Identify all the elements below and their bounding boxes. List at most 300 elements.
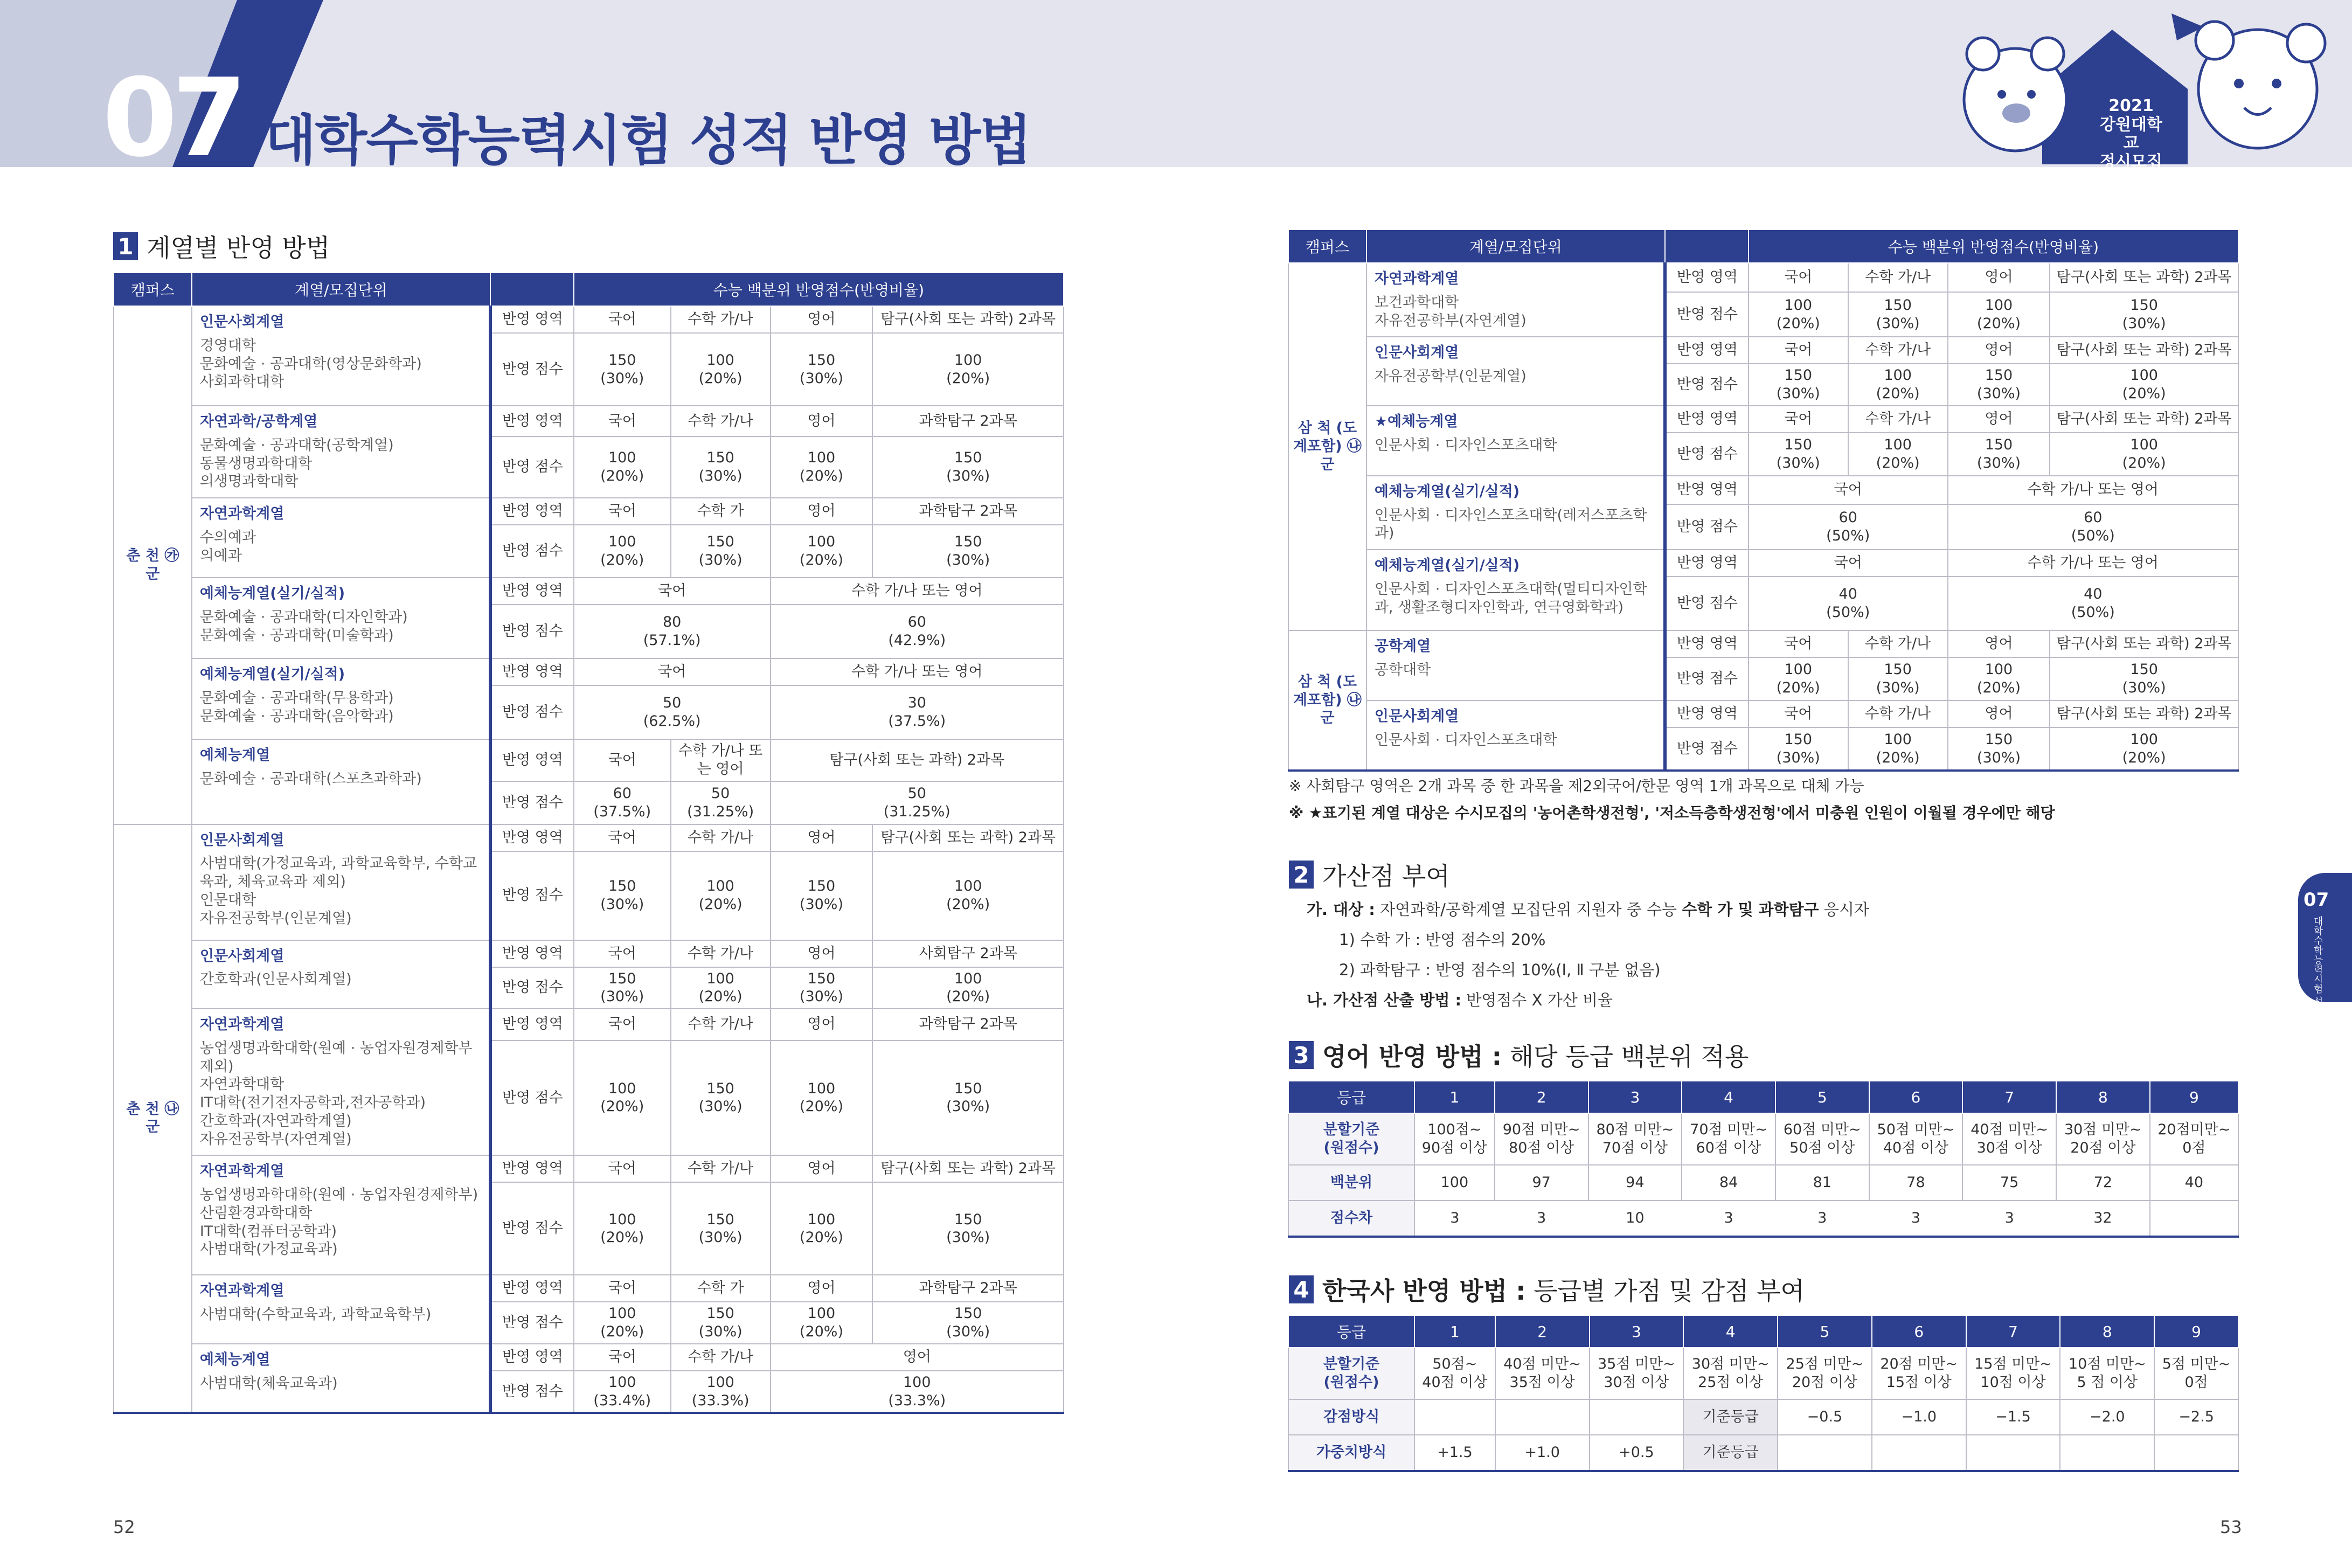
score-ratio: (20%) [1976, 679, 2021, 696]
score-ratio: (31.25%) [687, 803, 754, 820]
area-cell: 영어 [771, 1275, 873, 1302]
grade-cell [1683, 1399, 1778, 1435]
score-value: 100 [608, 449, 636, 467]
score-ratio: (30%) [600, 370, 644, 387]
grade-cell-text: 100 [1440, 1174, 1469, 1191]
grade-header-cell: 8 [2056, 1081, 2150, 1113]
score-value: 100 [807, 449, 836, 467]
section2-title: 가산점 부여 [1322, 862, 1450, 891]
unit-desc: 문화예술 · 공과대학(공학계열) [199, 436, 394, 454]
unit-title: 인문사회계열 [1374, 344, 1459, 362]
score-value: 100 [954, 351, 982, 369]
label-score: 반영 점수 [490, 781, 574, 824]
label-score: 반영 점수 [490, 605, 574, 658]
score-ratio: (20%) [698, 370, 743, 387]
area-cell: 과학탐구 2과목 [872, 406, 1064, 436]
score-ratio: (20%) [698, 988, 743, 1005]
score-value: 100 [706, 1373, 734, 1391]
score-cell [771, 525, 873, 578]
score-cell [671, 1040, 771, 1156]
unit-cell [1366, 406, 1665, 476]
grade-cell-line: 20점 이상 [2070, 1140, 2136, 1156]
grade-cell [1778, 1435, 1872, 1471]
score-ratio: (20%) [2122, 749, 2166, 766]
score-ratio: (30%) [1776, 454, 1820, 471]
grade-cell [1683, 1435, 1778, 1471]
score-value: 100 [608, 1211, 636, 1228]
grade-cell [1590, 1399, 1684, 1435]
grade-cell [1414, 1348, 1495, 1399]
unit-desc: 문화예술 · 공과대학(영상문화학과) [199, 355, 422, 372]
score-value: 100 [807, 1305, 836, 1322]
area-cell: 수학 가/나 [671, 1009, 771, 1040]
grade-header-cell: 1 [1414, 1315, 1495, 1348]
grade-cell [1966, 1435, 2060, 1471]
score-value: 150 [1985, 436, 2013, 453]
score-value: 150 [807, 970, 836, 987]
area-cell: 수학 가/나 [671, 824, 771, 851]
score-ratio: (30%) [799, 988, 844, 1005]
label-area: 반영 영역 [1665, 406, 1749, 433]
grade-cell-line: 0점 [2184, 1374, 2208, 1391]
unit-title: 예체능계열 [199, 1351, 270, 1368]
emblem-year: 2021 [2108, 96, 2154, 115]
unit-desc: 인문사회 · 디자인스포츠대학 [1374, 436, 1557, 454]
grade-cell-line: 15점 이상 [1886, 1374, 1952, 1391]
score-ratio: (20%) [946, 988, 990, 1005]
score-cell [574, 605, 771, 658]
section4-heading [1289, 1272, 1805, 1307]
score-ratio: (30%) [799, 370, 844, 387]
unit-title: 인문사회계열 [199, 947, 285, 965]
score-cell [2050, 727, 2238, 771]
area-cell: 국어 [574, 306, 671, 333]
area-cell: 국어 [574, 498, 671, 525]
col-blank [1665, 230, 1749, 263]
score-cell [872, 1182, 1064, 1275]
area-cell: 과학탐구 2과목 [872, 1275, 1064, 1302]
label-area: 반영 영역 [490, 658, 574, 685]
grade-row [1288, 1113, 2238, 1165]
grade-header-cell: 3 [1588, 1081, 1682, 1113]
score-cell [771, 1371, 1064, 1413]
grade-cell: 3 [1962, 1201, 2056, 1237]
unit-row-area [1288, 263, 2238, 292]
label-area: 반영 영역 [490, 1344, 574, 1371]
score-cell [1749, 577, 1948, 630]
unit-cell [192, 406, 490, 498]
unit-desc: IT대학(전기전자공학과,전자공학과) [199, 1094, 426, 1111]
score-ratio: (50%) [1826, 604, 1870, 621]
unit-row-area [114, 406, 1064, 436]
unit-desc: 사범대학(가정교육과, 과학교육학부, 수학교육과, 체육교육과 제외) [199, 855, 477, 890]
page-number-left: 52 [113, 1517, 135, 1537]
section1-number: 1 [113, 232, 138, 260]
grade-cell [1588, 1113, 1682, 1165]
col-blank [490, 273, 574, 306]
unit-title: 예체능계열(실기/실적) [199, 585, 345, 602]
unit-desc: 사회과학대학 [199, 373, 285, 391]
label-score: 반영 점수 [1665, 433, 1749, 476]
page-number-right: 53 [2220, 1517, 2242, 1537]
score-cell [872, 1302, 1064, 1344]
grade-cell [1962, 1165, 2056, 1201]
score-value: 100 [903, 1373, 931, 1391]
score-cell [574, 333, 671, 406]
grade-cell [2154, 1435, 2238, 1471]
grade-cell-line: 90점 미만~ [1502, 1121, 1580, 1139]
score-cell [2050, 364, 2238, 406]
score-cell [771, 781, 1064, 824]
grade-cell-text: 기준등급 [1702, 1444, 1759, 1461]
grade-cell-text: 97 [1532, 1174, 1551, 1191]
area-cell: 수학 가/나 또는 영어 [671, 739, 771, 781]
grade-cell-text: +0.5 [1619, 1444, 1654, 1461]
area-cell: 영어 [771, 940, 873, 967]
label-score: 반영 점수 [490, 436, 574, 498]
grade-cell [1495, 1435, 1590, 1471]
campus-cell: 삼 척 (도계포함) ㉯ 군 [1288, 263, 1366, 630]
grade-cell-line: 100점~ [1427, 1121, 1482, 1139]
score-value: 150 [1884, 296, 1912, 314]
unit-row-area [114, 498, 1064, 525]
grade-cell-line: 0점 [2182, 1140, 2206, 1156]
score-value: 150 [706, 1080, 734, 1097]
grade-cell [1869, 1165, 1963, 1201]
grade-header-cell: 7 [1966, 1315, 2060, 1348]
score-cell [574, 685, 771, 739]
emblem-line2: 정시모집요강 [2100, 152, 2162, 190]
score-value: 150 [1784, 436, 1813, 453]
right-score-table [1288, 229, 2239, 772]
emblem-text [2096, 97, 2166, 190]
score-cell [671, 1302, 771, 1344]
unit-desc: 인문사회 · 디자인스포츠대학(레저스포츠학과) [1374, 507, 1647, 542]
grade-cell-text: 94 [1626, 1174, 1645, 1191]
grade-header-cell: 1 [1414, 1081, 1495, 1113]
score-value: 100 [1784, 296, 1813, 314]
score-value: 100 [2130, 367, 2158, 384]
score-value: 150 [608, 878, 636, 895]
score-value: 100 [706, 878, 734, 895]
score-cell [771, 1040, 873, 1156]
grade-cell-line: 50점 이상 [1789, 1140, 1855, 1156]
score-cell [2050, 657, 2238, 700]
score-value: 150 [706, 1305, 734, 1322]
score-cell [771, 605, 1064, 658]
unit-cell [1366, 476, 1665, 550]
unit-desc: 의생명과학대학 [199, 473, 299, 490]
grade-cell [2056, 1113, 2150, 1165]
score-value: 100 [807, 533, 836, 551]
label-score: 반영 점수 [1665, 727, 1749, 771]
grade-row-label [1288, 1435, 1414, 1471]
grade-cell [1872, 1348, 1966, 1399]
unit-desc: 문화예술 · 공과대학(미술학과) [199, 627, 394, 644]
grade-cell-text: 84 [1719, 1174, 1738, 1191]
grade-cell [1588, 1165, 1682, 1201]
score-cell [1848, 727, 1948, 771]
area-cell: 국어 [1749, 476, 1948, 504]
grade-cell: 3 [1775, 1201, 1869, 1237]
unit-row-area [1288, 550, 2238, 577]
score-value: 100 [706, 970, 734, 987]
area-cell: 수학 가/나 [671, 306, 771, 333]
score-ratio: (30%) [1976, 385, 2021, 402]
grade-header-cell: 8 [2060, 1315, 2154, 1348]
unit-title: ★예체능계열 [1374, 413, 1458, 430]
col-campus: 캠퍼스 [114, 273, 192, 306]
grade-cell [2056, 1165, 2150, 1201]
label-score: 반영 점수 [490, 525, 574, 578]
grade-cell: 3 [1495, 1201, 1588, 1237]
score-cell [574, 1040, 671, 1156]
history-grade-table [1288, 1315, 2239, 1472]
grade-cell [1778, 1399, 1872, 1435]
score-ratio: (20%) [799, 1229, 844, 1246]
grade-cell-text: 72 [2093, 1174, 2113, 1191]
unit-title: 인문사회계열 [199, 831, 285, 849]
score-ratio: (31.25%) [883, 803, 950, 820]
grade-cell-text: −1.0 [1901, 1409, 1937, 1426]
bonus-text [1307, 894, 1869, 1015]
score-cell [771, 436, 873, 498]
score-value: 100 [1884, 436, 1912, 453]
area-cell: 영어 [771, 306, 873, 333]
area-cell: 국어 [1749, 337, 1848, 364]
grade-cell [2060, 1399, 2154, 1435]
unit-title: 인문사회계열 [1374, 708, 1459, 725]
grade-row-label [1288, 1113, 1414, 1165]
score-ratio: (20%) [1976, 315, 2021, 332]
area-cell: 과학탐구 2과목 [872, 1009, 1064, 1040]
grade-header-row [1288, 1315, 2238, 1348]
unit-row-area [1288, 406, 2238, 433]
area-cell: 영어 [771, 406, 873, 436]
unit-title: 자연과학/공학계열 [199, 413, 318, 430]
area-cell: 영어 [771, 1344, 1064, 1371]
unit-desc: 자연과학대학 [199, 1076, 285, 1093]
grade-cell-text: 40 [2184, 1174, 2204, 1191]
score-cell [574, 525, 671, 578]
score-value: 100 [608, 533, 636, 551]
area-cell: 영어 [771, 1009, 873, 1040]
score-value: 100 [2130, 436, 2158, 453]
area-cell: 영어 [771, 824, 873, 851]
score-value: 100 [954, 878, 982, 895]
grade-cell-line: 20점 미만~ [1880, 1356, 1958, 1373]
label-score: 반영 점수 [490, 967, 574, 1009]
label-area: 반영 영역 [1665, 263, 1749, 292]
grade-row-label-line: 분할기준 [1323, 1356, 1380, 1373]
col-unit: 계열/모집단위 [1366, 230, 1665, 263]
score-ratio: (30%) [1776, 749, 1820, 766]
score-value: 150 [706, 533, 734, 551]
score-ratio: (50%) [2071, 527, 2115, 544]
area-cell: 국어 [574, 578, 771, 605]
grade-cell-line: 5 점 이상 [2077, 1374, 2138, 1391]
grade-header-cell: 5 [1775, 1081, 1869, 1113]
area-cell: 수학 가 [671, 1275, 771, 1302]
area-cell: 영어 [1948, 406, 2050, 433]
unit-title: 자연과학계열 [199, 1282, 285, 1300]
unit-desc: 문화예술 · 공과대학(스포츠과학과) [199, 770, 422, 787]
unit-desc: 자유전공학부(인문계열) [199, 910, 352, 927]
score-cell [872, 1040, 1064, 1156]
area-cell: 영어 [1948, 337, 2050, 364]
score-cell [1948, 577, 2238, 630]
score-value: 150 [706, 1211, 734, 1228]
area-cell: 국어 [574, 940, 671, 967]
score-cell [771, 1302, 873, 1344]
score-cell [1848, 433, 1948, 476]
section3-title: 영어 반영 방법 : 해당 등급 백분위 적용 [1322, 1042, 1749, 1071]
score-cell [1749, 292, 1848, 337]
grade-cell-line: 20점미만~ [2157, 1121, 2231, 1139]
score-value: 50 [711, 785, 730, 802]
unit-title: 자연과학계열 [1374, 270, 1459, 287]
unit-desc: 간호학과(인문사회계열) [199, 971, 352, 988]
unit-cell [192, 658, 490, 739]
section1-title: 계열별 반영 방법 [147, 233, 330, 262]
grade-row-label-line: 감점방식 [1323, 1409, 1380, 1426]
score-cell [574, 436, 671, 498]
grade-cell-line: 80점 미만~ [1596, 1121, 1674, 1139]
grade-cell-line: 30점 이상 [1604, 1374, 1669, 1391]
area-cell: 국어 [1749, 630, 1848, 657]
score-ratio: (20%) [698, 896, 743, 913]
unit-desc: 공학대학 [1374, 661, 1431, 678]
area-cell: 수학 가/나 [1848, 337, 1948, 364]
unit-desc: 경영대학 [199, 337, 256, 354]
label-score: 반영 점수 [490, 1040, 574, 1156]
grade-cell-line: 25점 미만~ [1786, 1356, 1864, 1373]
label-area: 반영 영역 [490, 306, 574, 333]
score-ratio: (30%) [946, 468, 990, 484]
grade-cell [1495, 1348, 1590, 1399]
grade-row-label-line: (원점수) [1323, 1374, 1379, 1391]
grade-header-cell: 6 [1872, 1315, 1966, 1348]
grade-cell-line: 50점~ [1432, 1356, 1477, 1373]
grade-row [1288, 1201, 2238, 1237]
unit-row-area [1288, 630, 2238, 657]
section2-number: 2 [1289, 861, 1314, 889]
grade-cell [1962, 1113, 2056, 1165]
unit-row-area [1288, 700, 2238, 727]
grade-header-cell: 7 [1962, 1081, 2056, 1113]
score-cell [574, 1371, 671, 1413]
grade-cell-line: 30점 미만~ [1691, 1356, 1770, 1373]
score-value: 60 [907, 614, 926, 631]
score-ratio: (20%) [1776, 315, 1820, 332]
area-cell: 국어 [574, 406, 671, 436]
unit-desc: 인문사회 · 디자인스포츠대학(멀티디자인학과, 생활조형디자인학과, 연극영화학과) [1374, 580, 1647, 616]
unit-title: 자연과학계열 [199, 1016, 285, 1033]
campus-cell: 삼 척 (도계포함) ㉯ 군 [1288, 630, 1366, 771]
unit-title: 예체능계열(실기/실적) [1374, 483, 1520, 500]
area-cell: 사회탐구 2과목 [872, 940, 1064, 967]
score-ratio: (30%) [1776, 385, 1820, 402]
unit-cell [192, 1155, 490, 1275]
unit-row-area [114, 739, 1064, 781]
score-ratio: (30%) [946, 552, 990, 568]
grade-header-cell: 2 [1495, 1315, 1590, 1348]
label-score: 반영 점수 [490, 851, 574, 940]
score-value: 150 [954, 533, 982, 551]
score-cell [1749, 364, 1848, 406]
unit-cell [192, 824, 490, 940]
score-ratio: (30%) [698, 552, 743, 568]
score-cell [1948, 433, 2050, 476]
unit-row-area [114, 1344, 1064, 1371]
grade-cell: 3 [1869, 1201, 1963, 1237]
score-value: 100 [807, 1080, 836, 1097]
score-cell [671, 851, 771, 940]
bonus-line3: 2) 과학탐구 : 반영 점수의 10%(Ⅰ, Ⅱ 구분 없음) [1339, 961, 1661, 979]
grade-row [1288, 1399, 2238, 1435]
score-value: 150 [1784, 367, 1813, 384]
grade-cell [1775, 1113, 1869, 1165]
grade-cell [2154, 1348, 2238, 1399]
grade-row [1288, 1435, 2238, 1471]
grade-cell: 10 [1588, 1201, 1682, 1237]
score-cell [771, 967, 873, 1009]
score-ratio: (20%) [1876, 749, 1920, 766]
score-ratio: (30%) [1876, 315, 1920, 332]
grade-cell [1590, 1435, 1684, 1471]
score-ratio: (33.3%) [691, 1392, 750, 1409]
area-cell: 수학 가/나 또는 영어 [771, 658, 1064, 685]
grade-cell-line: 60점 미만~ [1783, 1121, 1861, 1139]
grade-header-cell: 4 [1682, 1081, 1775, 1113]
area-cell: 영어 [1948, 630, 2050, 657]
grade-cell-text: −2.0 [2090, 1409, 2125, 1426]
unit-title: 자연과학계열 [199, 1163, 285, 1180]
grade-cell-line: 90점 이상 [1421, 1140, 1487, 1156]
area-cell: 국어 [574, 824, 671, 851]
area-cell: 과학탐구 2과목 [872, 498, 1064, 525]
unit-cell [1366, 700, 1665, 771]
score-cell [1749, 504, 1948, 550]
score-cell [771, 1182, 873, 1275]
score-value: 60 [1838, 509, 1857, 526]
score-ratio: (30%) [946, 1323, 990, 1340]
grade-cell [1414, 1113, 1495, 1165]
score-ratio: (30%) [799, 896, 844, 913]
score-value: 150 [1985, 367, 2013, 384]
score-ratio: (20%) [600, 552, 644, 568]
section4-number: 4 [1289, 1275, 1314, 1303]
unit-row-area [114, 824, 1064, 851]
unit-title: 자연과학계열 [199, 505, 285, 522]
label-score: 반영 점수 [1665, 292, 1749, 337]
unit-desc: 자유전공학부(인문계열) [1374, 368, 1527, 385]
label-area: 반영 영역 [490, 1009, 574, 1040]
score-value: 100 [2130, 731, 2158, 748]
grade-cell-line: 70점 이상 [1602, 1140, 1668, 1156]
unit-cell [1366, 630, 1665, 700]
grade-cell [1869, 1113, 1963, 1165]
unit-desc: 인문사회 · 디자인스포츠대학 [1374, 731, 1557, 748]
score-cell [574, 1182, 671, 1275]
grade-cell-line: 35점 이상 [1509, 1374, 1575, 1391]
label-area: 반영 영역 [490, 824, 574, 851]
unit-title: 예체능계열(실기/실적) [199, 666, 345, 683]
score-cell [1948, 292, 2050, 337]
score-ratio: (20%) [799, 1098, 844, 1115]
score-ratio: (30%) [1976, 454, 2021, 471]
grade-cell [2150, 1165, 2238, 1201]
